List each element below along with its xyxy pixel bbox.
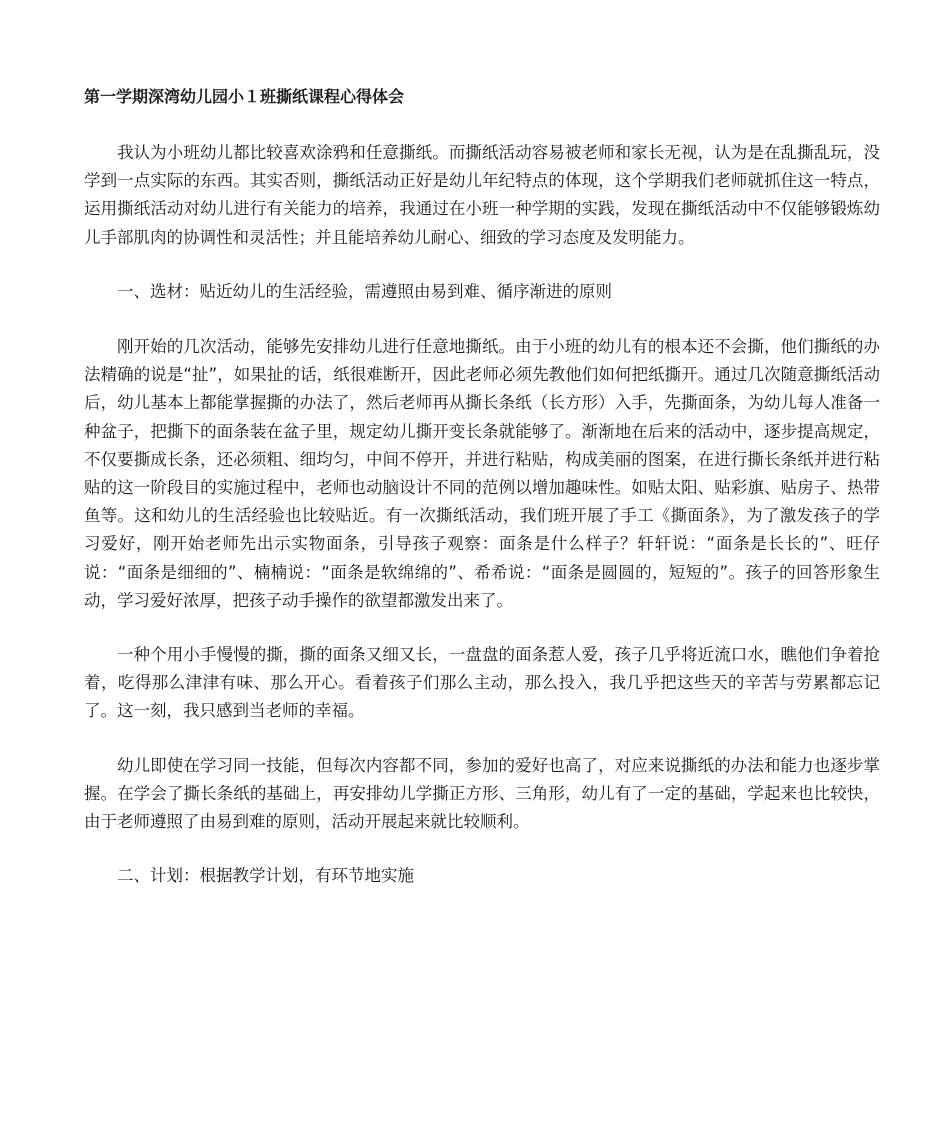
section-heading-materials: 一、选材：贴近幼儿的生活经验，需遵照由易到难、循序渐进的原则 [117, 281, 612, 301]
document-page [84, 84, 880, 917]
paragraph-noodles: 一种个用小手慢慢的撕，撕的面条又细又长，一盘盘的面条惹人爱，孩子几乎将近流口水，瞧他们争着抢着，吃得那么津津有味、那么开心。看着孩子们那么主动，那么投入，我几乎把这些天的辛苦与劳累都忘记了。这一刻，我只感到当老师的幸福。 [84, 645, 880, 721]
document-title: 第一学期深湾幼儿园小１班撕纸课程心得体会 [84, 87, 405, 106]
paragraph-intro: 我认为小班幼儿都比较喜欢涂鸦和任意撕纸。而撕纸活动容易被老师和家长无视，认为是在乱撕乱玩，没学到一点实际的东西。其实否则，撕纸活动正好是幼儿年纪特点的体现，这个学期我们老师就抓住这一特点，运用撕纸活动对幼儿进行有关能力的培养，我通过在小班一种学期的实践，发现在撕纸活动中不仅能够锻炼幼儿手部肌肉的协调性和灵活性；并且能培养幼儿耐心、细致的学习态度及发明能力。 [84, 143, 880, 247]
section-heading-plan: 二、计划：根据教学计划，有环节地实施 [117, 866, 414, 886]
paragraph-skills: 幼儿即使在学习同一技能，但每次内容都不同，参加的爱好也高了，对应来说撕纸的办法和能力也逐步掌握。在学会了撕长条纸的基础上，再安排幼儿学撕正方形、三角形，幼儿有了一定的基础，学起来也比较快，由于老师遵照了由易到难的原则，活动开展起来就比较顺利。 [84, 755, 880, 832]
paragraph-first-activities: 刚开始的几次活动，能够先安排幼儿进行任意地撕纸。由于小班的幼儿有的根本还不会撕，他们撕纸的办法精确的说是“扯”，如果扯的话，纸很难断开，因此老师必须先教他们如何把纸撕开。通过几次随意撕纸活动后，幼儿基本上都能掌握撕的办法了，然后老师再从撕长条纸（长方形）入手，先撕面条，为幼儿每人准备一种盆子，把撕下的面条装在盆子里，规定幼儿撕开变长条就能够了。渐渐地在后来的活动中，逐步提高规定，不仅要撕成长条，还必须粗、细均匀，中间不停开，并进行粘贴，构成美丽的图案，在进行撕长条纸并进行粘贴的这一阶段目的实施过程中，老师也动脑设计不同的范例以增加趣味性。如贴太阳、贴彩旗、贴房子、热带鱼等。这和幼儿的生活经验也比较贴近。有一次撕纸活动，我们班开展了手工《撕面条》，为了激发孩子的学习爱好，刚开始老师先出示实物面条，引导孩子观察：面条是什么样子？轩轩说：“面条是长长的”、旺仔说：“面条是细细的”、楠楠说：“面条是软绵绵的”、希希说：“面条是圆圆的，短短的”。孩子的回答形象生动，学习爱好浓厚，把孩子动手操作的欲望都激发出来了。 [84, 337, 880, 610]
